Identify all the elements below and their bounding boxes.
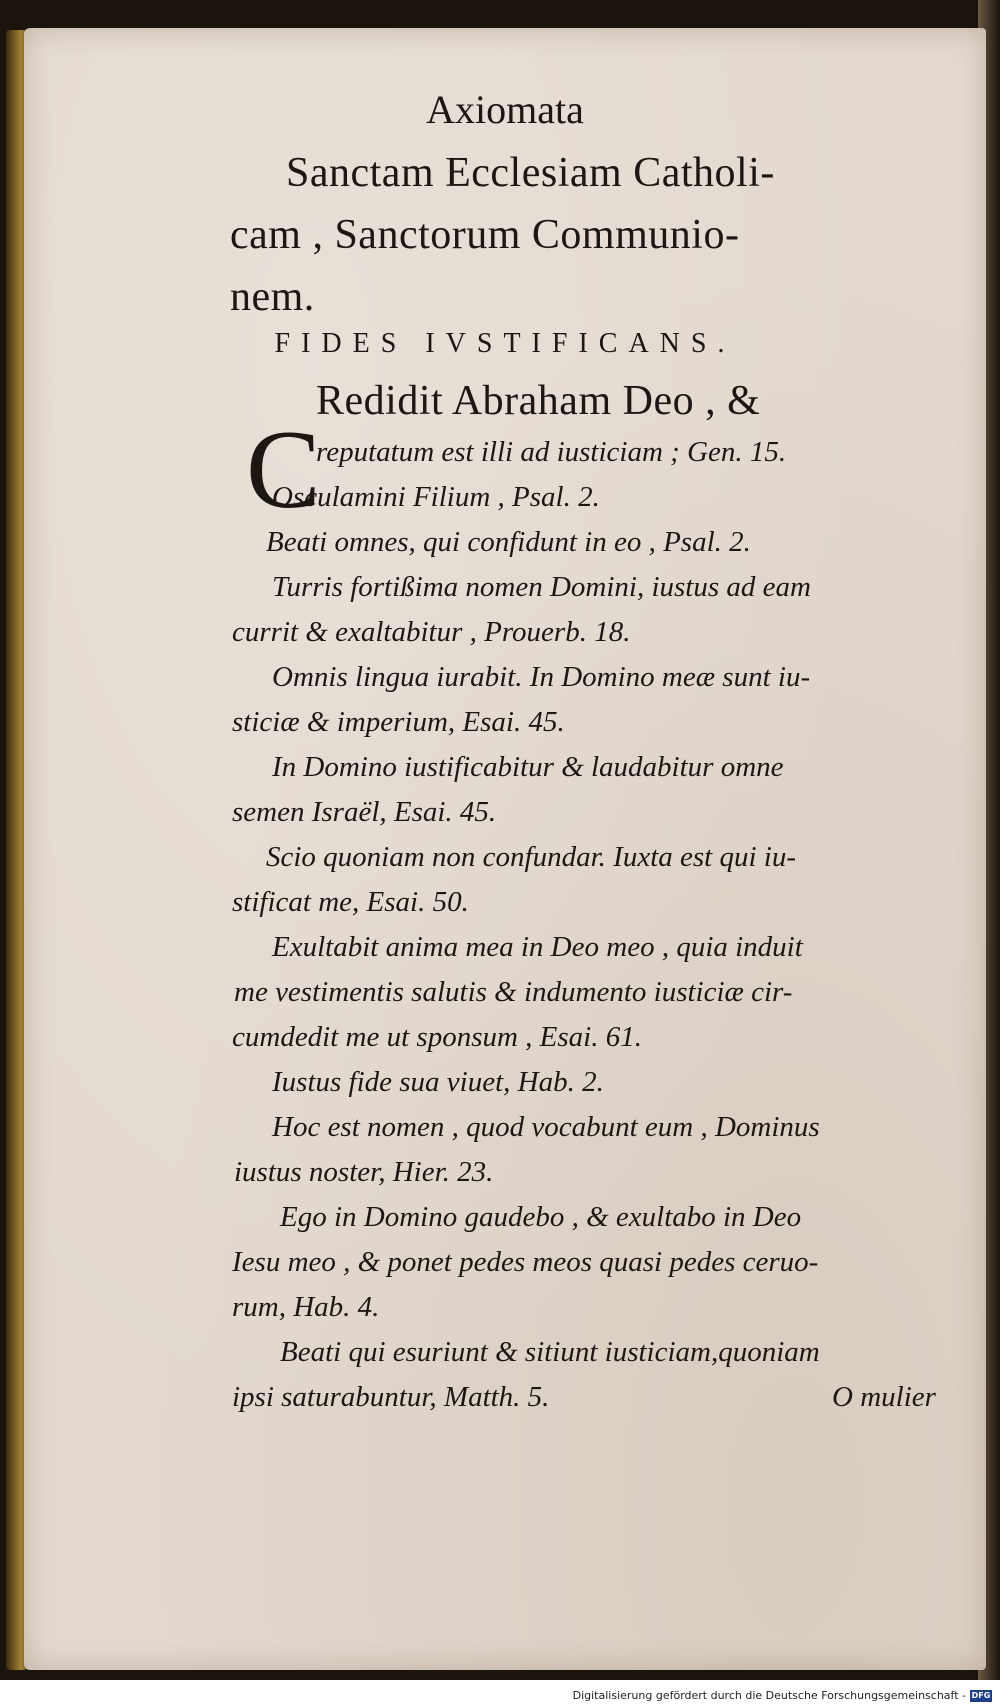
body-line: rum, Hab. 4. <box>232 1291 380 1323</box>
page-text <box>24 28 986 1670</box>
body-line: Turris fortißima nomen Domini, iustus ad eam <box>272 571 811 603</box>
body-line: Iesu meo , & ponet pedes meos quasi pedes ceruo- <box>232 1246 819 1278</box>
body-line: Ego in Domino gaudebo , & exultabo in Deo <box>280 1201 802 1233</box>
credit-text: Digitalisierung gefördert durch die Deutsche Forschungsgemeinschaft - <box>572 1689 966 1702</box>
creed-line: cam , Sanctorum Communio- <box>230 212 740 258</box>
body-line: iustus noster, Hier. 23. <box>234 1156 494 1188</box>
creed-line: Sanctam Ecclesiam Catholi- <box>286 150 775 196</box>
body-line: stificat me, Esai. 50. <box>232 886 469 918</box>
body-line: Scio quoniam non confundar. Iuxta est qui iu- <box>266 841 797 873</box>
body-line: Omnis lingua iurabit. In Domino meæ sunt iu- <box>272 661 811 693</box>
body-line: reputatum est illi ad iusticiam ; Gen. 15. <box>316 436 787 468</box>
catchword: O mulier <box>832 1381 936 1413</box>
body-line: me vestimentis salutis & indumento iusticiæ cir- <box>234 976 793 1008</box>
body-line: In Domino iustificabitur & laudabitur omne <box>272 751 784 783</box>
body-line: sticiæ & imperium, Esai. 45. <box>232 706 565 738</box>
digitization-credit <box>573 1689 992 1702</box>
body-line: Beati qui esuriunt & sitiunt iusticiam,quoniam <box>280 1336 820 1368</box>
body-line: Exultabit anima mea in Deo meo , quia induit <box>272 931 803 963</box>
running-head: Axiomata <box>426 87 584 132</box>
section-title: FIDES IVSTIFICANS. <box>274 328 736 359</box>
lead-line: Redidit Abraham Deo , & <box>316 378 761 424</box>
body-line: Osculamini Filium , Psal. 2. <box>272 481 600 513</box>
body-line: cumdedit me ut sponsum , Esai. 61. <box>232 1021 642 1053</box>
dfg-logo: DFG <box>971 1690 991 1700</box>
creed-line: nem. <box>230 274 315 320</box>
body-line: currit & exaltabitur , Prouerb. 18. <box>232 616 631 648</box>
body-line: Hoc est nomen , quod vocabunt eum , Dominus <box>272 1111 820 1143</box>
drop-initial: C <box>246 408 321 532</box>
body-line: semen Israël, Esai. 45. <box>232 796 497 828</box>
body-line: ipsi saturabuntur, Matth. 5. <box>232 1381 550 1413</box>
body-line: Iustus fide sua viuet, Hab. 2. <box>272 1066 604 1098</box>
book-page <box>24 28 986 1670</box>
body-line: Beati omnes, qui confidunt in eo , Psal. 2. <box>266 526 751 558</box>
